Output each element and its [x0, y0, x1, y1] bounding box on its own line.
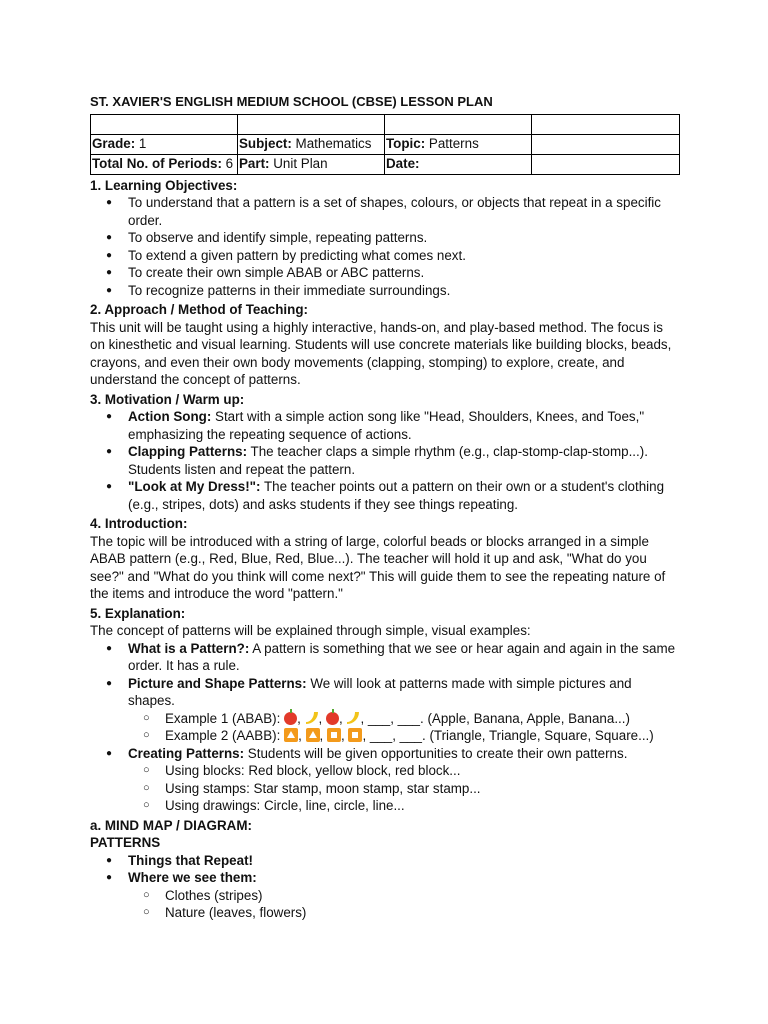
- grade-cell: Grade: 1: [91, 134, 238, 154]
- banana-icon: [346, 711, 360, 725]
- warmup-list: [90, 408, 680, 513]
- mindmap-sublist: [128, 887, 680, 922]
- list-item: ○ Using blocks: Red block, yellow block, red block...: [165, 762, 680, 780]
- section-heading: 2. Approach / Method of Teaching:: [90, 302, 308, 317]
- list-item: ● Things that Repeat!: [128, 852, 680, 870]
- examples-list: [128, 710, 680, 745]
- list-item: ● To extend a given pattern by predicting what comes next.: [128, 247, 680, 265]
- table-cell: [91, 114, 238, 134]
- list-item: ○ Example 2 (AABB): , , , , ___, ___. (Triangle, Triangle, Square, Square...): [165, 727, 680, 745]
- document-title: ST. XAVIER'S ENGLISH MEDIUM SCHOOL (CBSE) LESSON PLAN: [90, 94, 493, 109]
- list-item: ● Creating Patterns: Students will be given opportunities to create their own patterns. ○ Using blocks: Red block, yellow block, red block... ○ Using stamps: Star stamp, moon stamp, star stamp... ○ Using drawings: Circle, line, circle, line...: [128, 745, 680, 815]
- paragraph: The topic will be introduced with a string of large, colorful beads or blocks arranged in a simple ABAB pattern (e.g., Red, Blue, Red, Blue...). The teacher will hold it up and ask, "What do you see?" and "What do you think will come next?" This will guide them to see the repeating nature of the items and introduce the word "pattern.": [90, 533, 666, 601]
- square-icon: [348, 728, 362, 742]
- lesson-plan-page: [90, 93, 680, 922]
- section-heading: 3. Motivation / Warm up:: [90, 391, 245, 407]
- square-icon: [327, 728, 341, 742]
- table-row-empty: [91, 114, 680, 134]
- list-item: ● "Look at My Dress!": The teacher points out a pattern on their own or a student's clothing (e.g., stripes, dots) and asks students if they see things repeating.: [128, 478, 680, 513]
- explanation-list: [90, 640, 680, 815]
- periods-cell: Total No. of Periods: 6: [91, 154, 238, 174]
- triangle-icon: [306, 728, 320, 742]
- table-row: [91, 154, 680, 174]
- triangle-icon: [284, 728, 298, 742]
- list-item: ○ Nature (leaves, flowers): [165, 904, 680, 922]
- list-item: ● What is a Pattern?: A pattern is something that we see or hear again and again in the same order. It has a rule.: [128, 640, 680, 675]
- subject-cell: Subject: Mathematics: [238, 134, 385, 154]
- part-cell: Part: Unit Plan: [238, 154, 385, 174]
- section-heading: 5. Explanation:: [90, 605, 186, 621]
- list-item: ○ Using drawings: Circle, line, circle, line...: [165, 797, 680, 815]
- mindmap-list: [90, 852, 680, 922]
- paragraph: The concept of patterns will be explained through simple, visual examples:: [90, 623, 531, 638]
- apple-icon: [326, 712, 339, 725]
- list-item: ● To understand that a pattern is a set of shapes, colours, or objects that repeat in a specific order.: [128, 194, 680, 229]
- mindmap-root: PATTERNS: [90, 835, 161, 850]
- table-row: [91, 134, 680, 154]
- table-cell: [385, 114, 532, 134]
- banana-icon: [305, 711, 319, 725]
- list-item: ● To observe and identify simple, repeating patterns.: [128, 229, 680, 247]
- table-cell: [532, 154, 680, 174]
- list-item: ● Picture and Shape Patterns: We will look at patterns made with simple pictures and shapes. ○ Example 1 (ABAB): , , , , ___, ___. (Apple, Banana, Apple, Banana...) ○ Example 2 (AABB): , , , , ___, ___. (Triangle, Triangle, Square, Square...): [128, 675, 680, 745]
- date-cell: Date:: [385, 154, 532, 174]
- table-cell: [238, 114, 385, 134]
- section-heading: 1. Learning Objectives:: [90, 177, 238, 193]
- topic-cell: Topic: Patterns: [385, 134, 532, 154]
- section-heading: a. MIND MAP / DIAGRAM:: [90, 817, 252, 833]
- objectives-list: [90, 194, 680, 299]
- list-item: ● To recognize patterns in their immediate surroundings.: [128, 282, 680, 300]
- section-heading: 4. Introduction:: [90, 516, 188, 531]
- apple-icon: [284, 712, 297, 725]
- table-cell: [532, 134, 680, 154]
- paragraph: This unit will be taught using a highly interactive, hands-on, and play-based method. The focus is on kinesthetic and visual learning. Students will use concrete materials like building blocks, beads, crayons, and even their own body movements (clapping, stomping) to explore, create, and understand the concept of patterns.: [90, 319, 672, 387]
- list-item: ● Action Song: Start with a simple action song like "Head, Shoulders, Knees, and Toes," emphasizing the repeating sequence of actions.: [128, 408, 680, 443]
- list-item: ● To create their own simple ABAB or ABC patterns.: [128, 264, 680, 282]
- list-item: ○ Clothes (stripes): [165, 887, 680, 905]
- table-cell: [532, 114, 680, 134]
- list-item: ○ Using stamps: Star stamp, moon stamp, star stamp...: [165, 780, 680, 798]
- creating-list: [128, 762, 680, 815]
- list-item: ● Where we see them: ○ Clothes (stripes) ○ Nature (leaves, flowers): [128, 869, 680, 922]
- list-item: ○ Example 1 (ABAB): , , , , ___, ___. (Apple, Banana, Apple, Banana...): [165, 710, 680, 728]
- info-table: [90, 114, 680, 175]
- list-item: ● Clapping Patterns: The teacher claps a simple rhythm (e.g., clap-stomp-clap-stomp...). Students listen and repeat the pattern.: [128, 443, 680, 478]
